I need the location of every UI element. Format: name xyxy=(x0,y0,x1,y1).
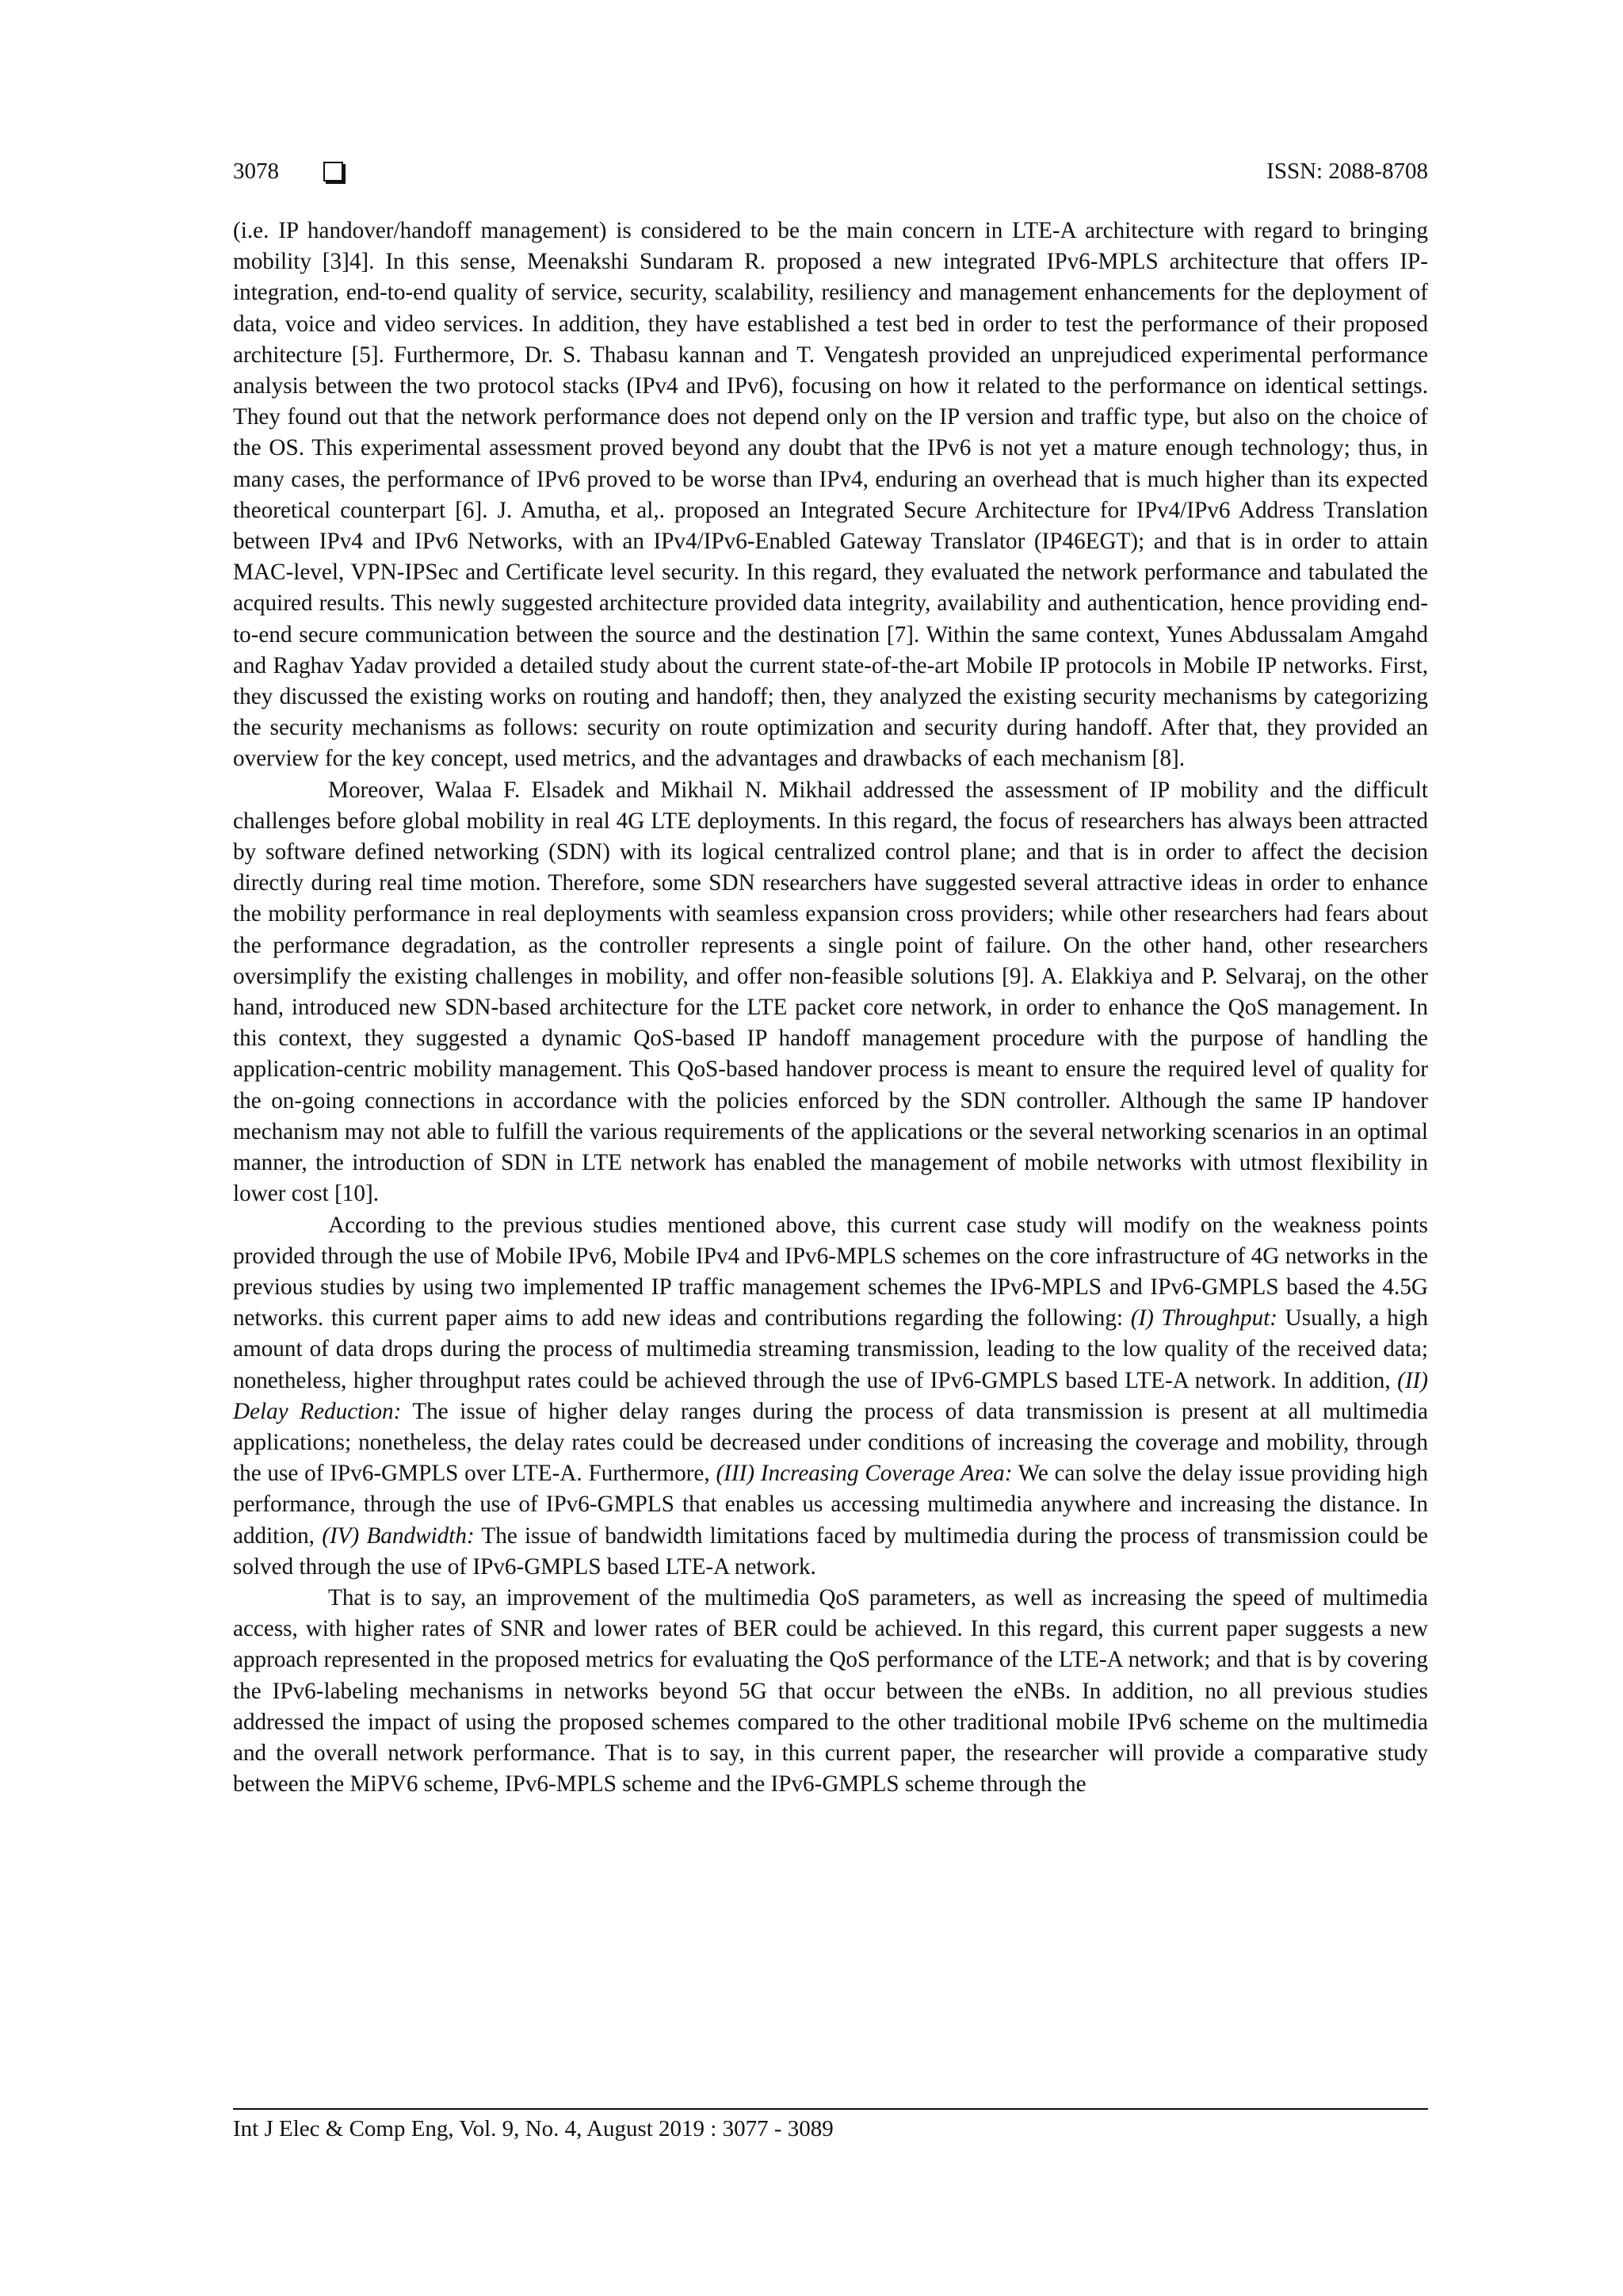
contributions-text: Usually, a high amount of data drops during the process of multimedia streaming transmission, leading to the low quality of the received data; nonetheless, higher throughput rates could be achieved through the use of IPv6-GMPLS based LTE-A network. In addition, xyxy=(233,1305,1428,1393)
contributions-text: According to the previous studies mentioned above, this current case study will modify on the weakness points provided through the use of Mobile IPv6, Mobile IPv4 and IPv6-MPLS schemes on the core infrastructure of 4G networks in the previous studies by using two implemented IP traffic management schemes the IPv6-MPLS and IPv6-GMPLS based the 4.5G networks. this current paper aims to add new ideas and contributions regarding the following: xyxy=(233,1212,1428,1331)
paragraph-contributions xyxy=(233,1210,1428,1583)
footer-citation: Int J Elec & Comp Eng, Vol. 9, No. 4, August 2019 : 3077 - 3089 xyxy=(233,2116,834,2141)
contribution-throughput: (I) Throughput: xyxy=(1130,1305,1278,1331)
issn-label: ISSN: 2088-8708 xyxy=(1266,159,1428,184)
page-number: 3078 xyxy=(233,159,279,184)
contribution-bandwidth: (IV) Bandwidth: xyxy=(322,1522,475,1549)
contributions-text: The issue of higher delay ranges during the process of data transmission is present at all multimedia applications; nonetheless, the delay rates could be decreased under conditions of increasing the coverage and mobility, through the use of IPv6-GMPLS over LTE-A. Furthermore, xyxy=(233,1398,1428,1487)
paragraph-sdn-mobility: Moreover, Walaa F. Elsadek and Mikhail N. Mikhail addressed the assessment of IP mobility and the difficult challenges before global mobility in real 4G LTE deployments. In this regard, the focus of researchers has always been attracted by software defined networking (SDN) with its logical centralized control plane; and that is in order to affect the decision directly during real time motion. Therefore, some SDN researchers have suggested several attractive ideas in order to enhance the mobility performance in real deployments with seamless expansion cross providers; while other researchers had fears about the performance degradation, as the controller represents a single point of failure. On the other hand, other researchers oversimplify the existing challenges in mobility, and offer non-feasible solutions [9]. A. Elakkiya and P. Selvaraj, on the other hand, introduced new SDN-based architecture for the LTE packet core network, in order to enhance the QoS management. In this context, they suggested a dynamic QoS-based IP handoff management procedure with the purpose of handling the application-centric mobility management. This QoS-based handover process is meant to ensure the required level of quality for the on-going connections in accordance with the policies enforced by the SDN controller. Although the same IP handover mechanism may not able to fulfill the various requirements of the applications or the several networking scenarios in an optimal manner, the introduction of SDN in LTE network has enabled the management of mobile networks with utmost flexibility in lower cost [10]. xyxy=(233,777,1428,1207)
footer-rule xyxy=(233,2108,1428,2110)
contribution-coverage-area: (III) Increasing Coverage Area: xyxy=(716,1461,1013,1487)
header-box-icon xyxy=(323,162,343,181)
contributions-text: We can solve the delay issue providing high performance, through the use of IPv6-GMPLS that enables us accessing multimedia anywhere and increasing the distance. In addition, xyxy=(233,1461,1428,1549)
contributions-text: The issue of bandwidth limitations faced by multimedia during the process of transmission could be solved through the use of IPv6-GMPLS based LTE-A network. xyxy=(233,1522,1428,1580)
page-header xyxy=(233,157,1428,189)
paragraph-continued: (i.e. IP handover/handoff management) is considered to be the main concern in LTE-A architecture with regard to bringing mobility [3]4]. In this sense, Meenakshi Sundaram R. proposed a new integrated IPv6-MPLS architecture that offers IP-integration, end-to-end quality of service, security, scalability, resiliency and management enhancements for the deployment of data, voice and video services. In addition, they have established a test bed in order to test the performance of their proposed architecture [5]. Furthermore, Dr. S. Thabasu kannan and T. Vengatesh provided an unprejudiced experimental performance analysis between the two protocol stacks (IPv4 and IPv6), focusing on how it related to the performance on identical settings. They found out that the network performance does not depend only on the IP version and traffic type, but also on the choice of the OS. This experimental assessment proved beyond any doubt that the IPv6 is not yet a mature enough technology; thus, in many cases, the performance of IPv6 proved to be worse than IPv4, enduring an overhead that is much higher than its expected theoretical counterpart [6]. J. Amutha, et al,. proposed an Integrated Secure Architecture for IPv4/IPv6 Address Translation between IPv4 and IPv6 Networks, with an IPv4/IPv6-Enabled Gateway Translator (IP46EGT); and that is in order to attain MAC-level, VPN-IPSec and Certificate level security. In this regard, they evaluated the network performance and tabulated the acquired results. This newly suggested architecture provided data integrity, availability and authentication, hence providing end-to-end secure communication between the source and the destination [7]. Within the same context, Yunes Abdussalam Amgahd and Raghav Yadav provided a detailed study about the current state-of-the-art Mobile IP protocols in Mobile IP networks. First, they discussed the existing works on routing and handoff; then, they analyzed the existing security mechanisms by categorizing the security mechanisms as follows: security on route optimization and security during handoff. After that, they provided an overview for the key concept, used metrics, and the advantages and drawbacks of each mechanism [8]. xyxy=(233,218,1428,772)
paragraph-qos-approach: That is to say, an improvement of the multimedia QoS parameters, as well as increasing the speed of multimedia access, with higher rates of SNR and lower rates of BER could be achieved. In this regard, this current paper suggests a new approach represented in the proposed metrics for evaluating the QoS performance of the LTE-A network; and that is by covering the IPv6-labeling mechanisms in networks beyond 5G that occur between the eNBs. In addition, no all previous studies addressed the impact of using the proposed schemes compared to the other traditional mobile IPv6 scheme on the multimedia and the overall network performance. That is to say, in this current paper, the researcher will provide a comparative study between the MiPV6 scheme, IPv6-MPLS scheme and the IPv6-GMPLS scheme through the xyxy=(233,1584,1428,1797)
contribution-delay-reduction: (II) Delay Reduction: xyxy=(233,1367,1428,1424)
article-body xyxy=(233,216,1428,1800)
